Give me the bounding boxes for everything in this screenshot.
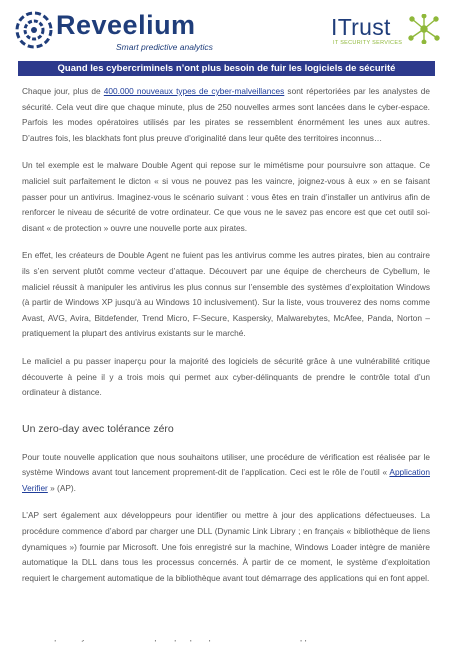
reveelium-logo (14, 8, 214, 54)
p5-text-before: Pour toute nouvelle application que nous souhaitons utiliser, une procédure de vérification est réalisée par le système Windows avant tout lancement proprement-dit de l’application. Ceci est le rôle de l’outil « (22, 451, 430, 478)
reveelium-brand: Reveelium (56, 10, 196, 40)
malware-count-link[interactable]: 400.000 nouveaux types de cyber-malveillances (103, 86, 285, 96)
itrust-network-icon (407, 14, 441, 44)
section-heading: Un zero-day avec tolérance zéro (22, 422, 174, 435)
page-bottom-mask (0, 588, 453, 640)
application-verifier-link[interactable]: Application Verifier (22, 467, 430, 493)
paragraph-2: Un tel exemple est le malware Double Agent qui repose sur le mimétisme pour poursuivre son attaque. Ce maliciel suit parfaitement le dicton « si vous ne pouvez pas les vaincre, joignez-vous à eux » en se faisant passer pour un antivirus. Imaginez-vous le scénario suivant : vous êtes en train d’installer un antivirus afin de renforcer le niveau de sécurité de votre ordinateur. Ce que vous ne le savez pas encore est que cet outil soi-disant « de protection » ouvre une nouvelle porte aux pirates. (22, 160, 430, 233)
itrust-brand: ITrust (331, 14, 391, 40)
article-body (22, 84, 430, 657)
p5-text-after: » (AP). (47, 482, 76, 493)
paragraph-5 (22, 450, 430, 497)
paragraph-6: L’AP sert également aux développeurs pour identifier ou mettre à jour des applications défectueuses. La procédure commence d’abord par charger une DLL (Dynamic Link Library ; en français « bibliothèque de liens dynamiques ») fournie par Microsoft. Une fois enregistré sur la machine, Windows Loader intègre de manière automatique la DLL dans tous les processus concernés. À partir de ce moment, le système d’exploitation requiert le chargement automatique de la bibliothèque avant tout démarrage des applications qui en font appel. (22, 510, 430, 583)
paragraph-1 (22, 84, 430, 146)
reveelium-mark-icon (14, 10, 54, 50)
page-header (0, 0, 453, 60)
article-title: Quand les cybercriminels n’ont plus besoin de fuir les logiciels de sécurité (18, 61, 435, 76)
reveelium-tagline: Smart predictive analytics (116, 42, 213, 52)
itrust-logo (331, 14, 441, 54)
p1-text-before: Chaque jour, plus de (22, 86, 104, 96)
paragraph-4: Le maliciel a pu passer inaperçu pour la majorité des logiciels de sécurité grâce à une vulnérabilité critique découverte à peine il y a trois mois qui permet aux cyber-délinquants de prendre le contrôle total d’un ordinateur à distance. (22, 355, 430, 398)
itrust-subtitle: IT SECURITY SERVICES (333, 40, 403, 46)
paragraph-3: En effet, les créateurs de Double Agent ne fuient pas les antivirus comme les autres pirates, bien au contraire ils s’en servent plutôt comme vecteur d’attaque. Découvert par une équipe de chercheurs de Cybellum, le maliciel réussit à manipuler les antivirus les plus connus sur l’ensemble des systèmes d’exploitation Windows (à partir de Windows XP jusqu’à au Windows 10 inclusivement). Sur la liste, vous trouverez des noms comme Avast, AVG, Avira, Bitdefender, Trend Micro, F-Secure, Kaspersky, Malwarebytes, McAfee, Panda, Norton – pratiquement la plupart des antivirus existants sur le marché. (22, 250, 430, 339)
p1-text-after: sont répertoriées par les analystes de sécurité. Cela veut dire que chaque minute, plus de 250 nouvelles armes sont lancées dans le cyber-espace. Parfois les modes opératoires utilisés par les pirates se ressemblent énormément les unes aux autres. D’autres fois, les blackhats font plus preuve d’originalité dans leur quête des territoires inconnus… (22, 86, 430, 143)
